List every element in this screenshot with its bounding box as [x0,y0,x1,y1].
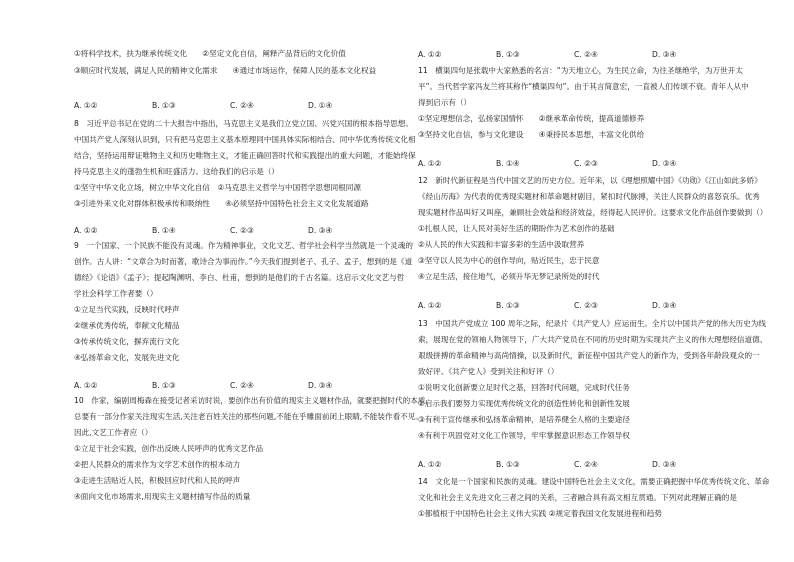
q8-stem-line: 持马克思主义的蓬勃生机和旺盛活力。这给我们的启示是（） [74,167,280,176]
q13-statement-line: ④有利于巩固党对文化工作领导，牢牢掌握意识形态工作领导权 [418,431,630,440]
q10-statement-line: ④面向文化市场需求,用现实主义题材描写作品的质量 [74,492,251,501]
q12-statement-line: ①扎根人民，让人民对美好生活的期盼作为艺术创作的基础 [418,224,615,233]
q10-statement-line: ②把人民群众的需求作为文学艺术创作的根本动力 [74,460,241,469]
q8-stem-line: 中国共产党人深刻认识到，只有把马克思主义基本原理同中国具体实际相结合、同中华优秀传统文化相 [74,135,416,144]
q9-statement-line: ③传承传统文化，摒弃流行文化 [74,337,180,346]
option-c[interactable]: C. ②③ [574,301,598,310]
q9-statement-line: ②继承优秀传统，奉献文化精品 [74,321,180,330]
option-a[interactable]: A. ①② [74,101,98,110]
q13-statement-line: ③有利于宣传继承和弘扬革命精神，是培养健全人格的主要途径 [418,415,630,424]
q12-stem-line: 12 新时代新征程是当代中国文艺的历史方位。近年来，以《理想照耀中国》《功勋》《江山如此多娇》 [418,176,762,185]
option-d[interactable]: D. ③④ [308,226,333,235]
q12-options [418,300,748,312]
option-c[interactable]: C. ②④ [230,381,254,390]
q13-stem-line: 艰级拼搏的革命精神与高尚情操，以及新时代，新征程中国共产党人的新作为，受到各年龄段观众的一 [418,351,760,360]
option-c[interactable]: C. ②④ [230,101,254,110]
q8-statement-line: ①坚守中华文化立场，树立中华文化自信 ②马克思主义哲学与中国哲学思想同根同源 [74,183,361,192]
q12-stem-line: 现实题材作品叫好又叫座，兼顾社会效益和经济效益，经得起人民评价。这要求文化作品创作要做到（） [418,208,768,217]
q9-stem-line: 创作。古人讲：“文章合为时而著，歌诗合为事而作。”今天我们提到老子、孔子、孟子，想到的是《道 [74,257,413,266]
q12-statement-line: ②从人民的伟大实践和丰富多彩的生活中汲取营养 [418,240,585,249]
q10-stem-line: 10 作家，编剧周梅森在接受记者采访时说，要创作出有价值的现实主义题材作品，就要把握时代的本质。 [74,396,433,405]
q13-stem-line: 致好评。《共产党人》受到关注和好评（） [418,367,559,376]
option-b[interactable]: B. ①④ [152,226,176,235]
option-a[interactable]: A. ①② [418,50,442,59]
option-d[interactable]: D. ③④ [652,159,677,168]
q9-statement-line: ①立足当代实践，反映时代呼声 [74,305,180,314]
option-a[interactable]: A. ①② [418,460,442,469]
q11-statement-line: ①坚定理想信念，弘扬家国情怀 ②继承革命传统，提高道德修养 [418,114,645,123]
q11-stem-line: 平”。当代哲学家冯友兰将其称作“横渠四句”。由于其言简意宏，一直被人们传颂不衰。青年人从中 [418,82,749,91]
option-d[interactable]: D. ①④ [308,101,333,110]
option-a[interactable]: A. ①② [74,381,98,390]
q9-options [74,380,404,392]
option-c[interactable]: C. ②③ [230,226,254,235]
option-b[interactable]: B. ①④ [496,159,520,168]
q13-stem-line: 13 中国共产党成立 100 周年之际，纪录片《共产党人》应运而生。全片以中国共产党的伟大历史为线 [418,319,766,328]
q14-stem-line: 文化和社会主义先进文化三者之间的关系，三者融合具有高文相互贯通。下列对此理解正确的是 [418,493,737,502]
option-b[interactable]: B. ①③ [496,460,520,469]
q14-stem-line: 14 文化是一个国家和民族的灵魂。建设中国特色社会主义文化，需要正确把握中华优秀传统文化、革命 [418,477,770,486]
q7-statement-line: ①将科学技术，扶为继承传统文化 ②坚定文化自信，阐释产品背后的文化价值 [74,49,346,58]
q12-stem-line: 《经山历海》为代表的优秀现实题材和革命题材剧目，紧扣时代脉搏，关注人民群众的喜怒哀乐。优秀 [418,192,760,201]
q11-options [418,158,748,170]
q10-statement-line: ③走进生活贴近人民，积极回应时代和人民的呼声 [74,476,241,485]
q10-options [418,49,748,61]
option-b[interactable]: B. ①③ [152,381,176,390]
q13-options [418,459,748,471]
q10-stem-line: 因此,文艺工作者应（） [74,428,153,437]
q9-stem-line: 学社会科学工作者要（） [74,289,158,298]
q8-options [74,225,404,237]
q13-stem-line: 索，展现在党的领袖人物领导下，广大共产党员在不同的历史时期为实现共产主义的伟大理想经信道德、 [418,335,768,344]
option-d[interactable]: D. ③④ [308,381,333,390]
option-a[interactable]: A. ①② [74,226,98,235]
option-b[interactable]: B. ①③ [496,301,520,310]
option-b[interactable]: B. ①③ [152,101,176,110]
q7-statement-line: ③顺应时代发展，满足人民的精神文化需求 ④通过市场运作，保障人民的基本文化权益 [74,66,377,75]
option-d[interactable]: D. ③④ [652,50,677,59]
q14-statement-line: ①都植根于中国特色社会主义伟大实践 ②规定着我国文化发展进程和趋势 [418,509,662,518]
q9-statement-line: ④弘扬革命文化，发展先进文化 [74,353,180,362]
q11-statement-line: ③坚持文化自信，参与文化建设 ④秉持民本思想，丰富文化供给 [418,130,645,139]
option-a[interactable]: A. ①② [418,301,442,310]
q12-statement-line: ③坚守以人民为中心的创作导向，贴近民生，忠于民意 [418,256,600,265]
q8-stem-line: 8 习近平总书记在党的二十大报告中指出，马克思主义是我们立党立国、兴党兴国的根本指导思想。 [74,119,413,128]
option-c[interactable]: C. ②④ [574,50,598,59]
option-d[interactable]: D. ③④ [652,301,677,310]
q10-stem-line: 总要有一部分作家关注现实生活,关注老百姓关注的那些问题,不能在乎雕面前闭上眼睛,不能装作看不见。 [74,412,423,421]
q7-options [74,100,404,112]
q9-stem-line: 德经》《论语》《孟子》；提起陶渊明、李白、杜甫，想到的是他们的千古名篇。这启示文化文艺与哲 [74,273,405,282]
q13-statement-line: ②启示我们要努力实现优秀传统文化的创造性转化和创新性发展 [418,399,630,408]
q8-stem-line: 结合，坚持运用辩证唯物主义和历史唯物主义，才能正确回答时代和实践提出的重大问题，才能始终保 [74,151,416,160]
q8-statement-line: ③引进外来文化对群体积极承传和吸纳性 ④必须坚持中国特色社会主义文化发展道路 [74,199,369,208]
q11-stem-line: 11 横渠四句是张载中大家熟悉的名言：“为天地立心，为生民立命，为往圣继绝学，为万世开太 [418,66,743,75]
q10-statement-line: ①立足于社会实践，创作出反映人民呼声的优秀文艺作品 [74,444,264,453]
option-c[interactable]: C. ②③ [574,159,598,168]
option-d[interactable]: D. ③④ [652,460,677,469]
option-b[interactable]: B. ①③ [496,50,520,59]
q9-stem-line: 9 一个国家、一个民族不能没有灵魂。作为精神事业，文化文艺、哲学社会科学当然就是一个灵魂的 [74,241,413,250]
option-a[interactable]: A. ①② [418,159,442,168]
q13-statement-line: ①说明文化创新要立足时代之基，回答时代问题，完成时代任务 [418,383,630,392]
q12-statement-line: ④立足生活，接住地气，必须升华无梦记录所处的时代 [418,272,600,281]
option-c[interactable]: C. ②④ [574,460,598,469]
q11-stem-line: 得到启示有（） [418,98,472,107]
